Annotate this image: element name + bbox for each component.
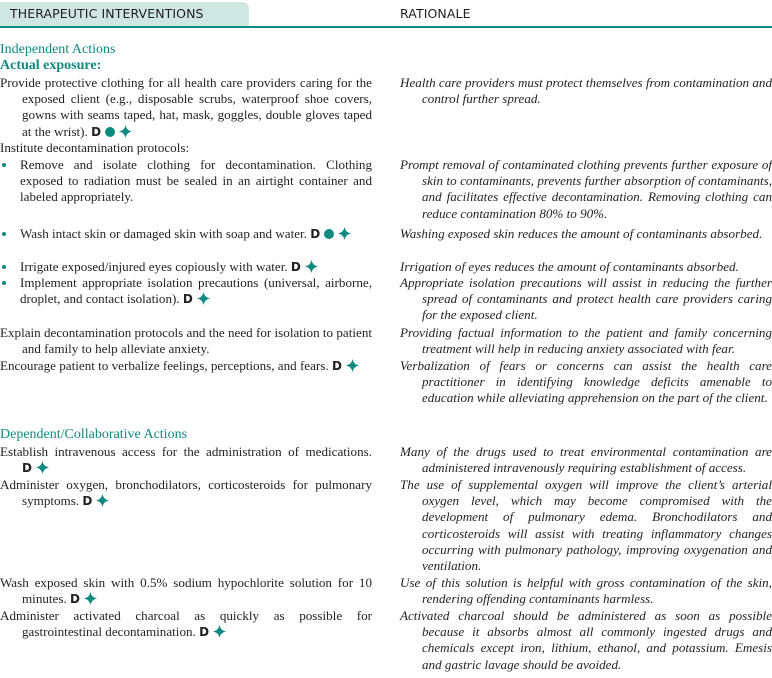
intervention-encourage-verbalize: Encourage patient to verbalize feelings, perceptions, and fears. D: [0, 358, 372, 374]
star-icon: [36, 461, 49, 474]
rationale-iv-access: Many of the drugs used to treat environmental contamination are administered intravenously requiring establishment of access.: [400, 444, 772, 476]
star-icon: [96, 494, 109, 507]
bullet-dot-icon: [2, 163, 6, 167]
d-mark: D: [22, 461, 32, 476]
circle-icon: [324, 229, 334, 239]
marks: [91, 124, 132, 139]
star-icon: [84, 592, 97, 605]
rationale-wash-skin: Washing exposed skin reduces the amount of contaminants absorbed.: [400, 226, 763, 241]
intervention-remove-clothing: Remove and isolate clothing for decontamination. Clothing exposed to radiation must be sealed in an airtight container and labeled appropriately.: [20, 157, 372, 205]
circle-icon: [105, 127, 115, 137]
star-icon: [305, 260, 318, 273]
subsection-title-actual-exposure: Actual exposure:: [0, 58, 102, 73]
d-mark: D: [70, 592, 80, 607]
intervention-isolation: Implement appropriate isolation precautions (universal, airborne, droplet, and contact isolation). D: [20, 275, 372, 307]
star-icon: [213, 625, 226, 638]
intervention-charcoal: Administer activated charcoal as quickly as possible for gastrointestinal decontamination. D: [0, 608, 372, 640]
rationale-hypochlorite: Use of this solution is helpful with gross contamination of the skin, rendering offending contaminants harmless.: [400, 575, 772, 607]
table-header: [0, 0, 772, 29]
star-icon: [338, 227, 351, 240]
bullet-dot-icon: [2, 232, 6, 236]
bullet-dot-icon: [2, 281, 6, 285]
rationale-protective-clothing: Health care providers must protect themselves from contamination and control further spread.: [400, 75, 772, 107]
intervention-hypochlorite: Wash exposed skin with 0.5% sodium hypochlorite solution for 10 minutes. D: [0, 575, 372, 607]
star-icon: [197, 292, 210, 305]
intervention-irrigate-eyes: Irrigate exposed/injured eyes copiously with water. D: [20, 259, 372, 275]
d-mark: D: [182, 292, 193, 307]
header-rule: [0, 26, 772, 28]
rationale-charcoal: Activated charcoal should be administered as soon as possible because it absorbs almost all commonly ingested drugs and chemicals except iron, lithium, ethanol, and potassium. Emesis and gastric lavage should be avoided.: [400, 608, 772, 672]
star-icon: [346, 359, 359, 372]
rationale-irrigate-eyes: Irrigation of eyes reduces the amount of contaminants absorbed.: [400, 259, 739, 274]
intervention-protective-clothing: Provide protective clothing for all health care providers caring for the exposed client (e.g., disposable scrubs, waterproof shoe covers, gowns with seams taped, hat, mask, goggles, double gloves taped at the wrist). D: [0, 75, 372, 139]
rationale-remove-clothing: Prompt removal of contaminated clothing prevents further exposure of skin to contaminants, prevents further absorption of contaminants, and facilitates effective decontamination. Removing clothing can reduce contamination 80% to 90%.: [400, 157, 772, 221]
intervention-institute-protocols: Institute decontamination protocols:: [0, 140, 190, 155]
star-icon: [119, 125, 132, 138]
d-mark: D: [310, 227, 321, 241]
d-mark: D: [199, 625, 210, 640]
intervention-oxygen: Administer oxygen, bronchodilators, corticosteroids for pulmonary symptoms. D: [0, 477, 372, 509]
intervention-explain-protocols: Explain decontamination protocols and the need for isolation to patient and family to help alleviate anxiety.: [0, 325, 372, 357]
d-mark: D: [331, 359, 342, 373]
rationale-encourage-verbalize: Verbalization of fears or concerns can assist the health care practitioner in identifying knowledge deficits amenable to education while alleviating apprehension on the part of the client.: [400, 358, 772, 406]
column-header-rationale: RATIONALE: [400, 6, 471, 21]
intervention-wash-skin: Wash intact skin or damaged skin with soap and water. D: [20, 226, 372, 242]
intervention-iv-access: Establish intravenous access for the administration of medications. D: [0, 444, 372, 476]
section-title-dependent: Dependent/Collaborative Actions: [0, 427, 188, 442]
section-title-independent: Independent Actions: [0, 42, 116, 57]
d-mark: D: [91, 124, 102, 139]
bullet-dot-icon: [2, 265, 6, 269]
d-mark: D: [82, 494, 93, 509]
rationale-isolation: Appropriate isolation precautions will assist in reducing the further spread of contaminants and protect health care providers caring for the exposed client.: [400, 275, 772, 323]
column-header-interventions: THERAPEUTIC INTERVENTIONS: [10, 6, 204, 21]
rationale-explain-protocols: Providing factual information to the patient and family concerning treatment will help in reducing anxiety associated with fear.: [400, 325, 772, 357]
rationale-oxygen: The use of supplemental oxygen will improve the client’s arterial oxygen level, which may become compromised with the development of pulmonary edema. Bronchodilators and corticosteroids will assist with treating inflammatory changes occurring with pulmonary pathology, improving oxygenation and ventilation.: [400, 477, 772, 574]
d-mark: D: [290, 260, 301, 274]
